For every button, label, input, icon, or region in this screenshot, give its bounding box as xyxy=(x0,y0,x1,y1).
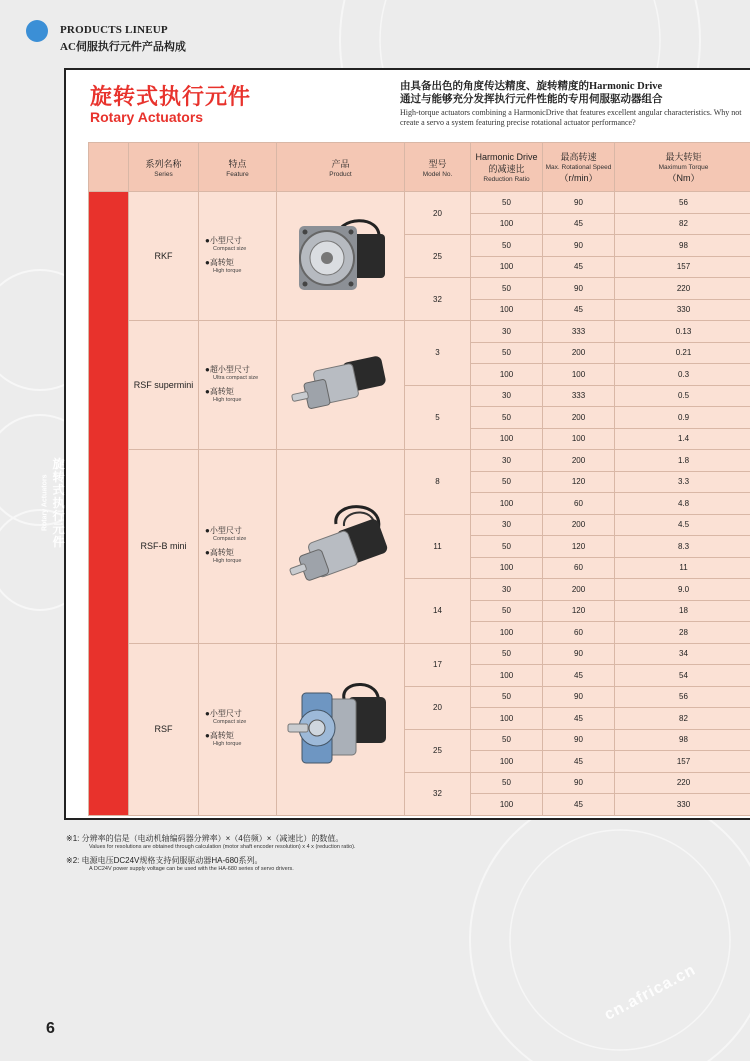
max-torque: 0.21 xyxy=(615,342,750,364)
footnote-1 xyxy=(66,834,355,852)
max-speed: 200 xyxy=(543,407,615,429)
footnote-1-en: Values for resolutions are obtained through calculation (motor shaft encoder resolution) x 4 x (reduction ratio). xyxy=(89,844,356,850)
reduction-ratio: 50 xyxy=(471,471,543,493)
max-torque: 330 xyxy=(615,794,750,816)
model-number: 5 xyxy=(405,385,471,450)
model-number: 8 xyxy=(405,450,471,515)
max-speed: 333 xyxy=(543,385,615,407)
spec-table-body xyxy=(41,192,750,816)
max-torque: 1.8 xyxy=(615,450,750,472)
max-torque: 11 xyxy=(615,557,750,579)
max-speed: 60 xyxy=(543,557,615,579)
reduction-ratio: 100 xyxy=(471,364,543,386)
max-torque: 0.13 xyxy=(615,321,750,343)
reduction-ratio: 50 xyxy=(471,278,543,300)
feature-item: ●高转矩 High torque xyxy=(205,548,242,565)
feature-item: ●小型尺寸 Compact size xyxy=(205,236,247,252)
header-model: 型号 Model No. xyxy=(405,143,471,192)
page-number: 6 xyxy=(46,1020,55,1037)
model-number: 25 xyxy=(405,729,471,772)
max-speed: 90 xyxy=(543,772,615,794)
reduction-ratio: 50 xyxy=(471,729,543,751)
footnote-2-cn: ※2: 电源电压DC24V规格支持伺服驱动器HA-680系列。 xyxy=(66,856,263,865)
max-torque: 4.5 xyxy=(615,514,750,536)
spec-table xyxy=(41,142,750,816)
model-number: 20 xyxy=(405,686,471,729)
reduction-ratio: 30 xyxy=(471,321,543,343)
header-blank xyxy=(89,143,129,192)
reduction-ratio: 50 xyxy=(471,686,543,708)
content-panel xyxy=(41,68,750,820)
header-title-cn: AC伺服执行元件产品构成 xyxy=(60,41,186,53)
reduction-ratio: 100 xyxy=(471,751,543,773)
max-torque: 1.4 xyxy=(615,428,750,450)
table-row xyxy=(89,192,750,214)
header-title-en: PRODUCTS LINEUP xyxy=(60,24,168,36)
reduction-ratio: 30 xyxy=(471,579,543,601)
panel-header xyxy=(66,70,750,142)
side-label-en: Rotary Actuators xyxy=(41,474,48,532)
reduction-ratio: 100 xyxy=(471,794,543,816)
max-speed: 120 xyxy=(543,471,615,493)
model-number: 3 xyxy=(405,321,471,386)
series-name: RSF xyxy=(129,643,199,815)
header-dot-icon xyxy=(26,20,48,42)
model-number: 32 xyxy=(405,772,471,815)
reduction-ratio: 100 xyxy=(471,299,543,321)
section-title-en: Rotary Actuators xyxy=(90,109,204,125)
series-name: RKF xyxy=(129,192,199,321)
max-speed: 120 xyxy=(543,600,615,622)
footnote-1-cn: ※1: 分辨率的信是（电动机轴编码器分辨率）×（4倍频）×（减速比）的数值。 xyxy=(66,834,344,843)
feature-item: ●小型尺寸 Compact size xyxy=(205,709,247,725)
feature-item: ●高转矩 High torque xyxy=(205,387,242,403)
max-speed: 200 xyxy=(543,450,615,472)
reduction-ratio: 30 xyxy=(471,385,543,407)
max-torque: 98 xyxy=(615,235,750,257)
reduction-ratio: 50 xyxy=(471,536,543,558)
intro-text-en: High-torque actuators combining a HarmonicDrive that features excellent angular characteristics. Why not create a servo a system featuring precise rotational actuator performance? xyxy=(400,108,742,127)
max-speed: 90 xyxy=(543,235,615,257)
max-torque: 82 xyxy=(615,213,750,235)
reduction-ratio: 100 xyxy=(471,256,543,278)
series-name: RSF supermini xyxy=(129,321,199,450)
max-torque: 28 xyxy=(615,622,750,644)
max-speed: 45 xyxy=(543,751,615,773)
reduction-ratio: 100 xyxy=(471,428,543,450)
table-row xyxy=(89,321,750,343)
footnote-2-en: A DC24V power supply voltage can be used with the HA-680 series of servo drivers. xyxy=(89,866,294,872)
reduction-ratio: 50 xyxy=(471,342,543,364)
footnote-2 xyxy=(66,856,355,874)
header-series: 系列名称 Series xyxy=(129,143,199,192)
max-speed: 100 xyxy=(543,364,615,386)
max-torque: 18 xyxy=(615,600,750,622)
product-image-rsf-b-mini xyxy=(286,496,396,596)
feature-item: ●超小型尺寸 Ultra compact size xyxy=(205,365,259,381)
max-torque: 34 xyxy=(615,643,750,665)
max-speed: 45 xyxy=(543,708,615,730)
max-speed: 45 xyxy=(543,794,615,816)
table-header-row xyxy=(89,143,750,192)
model-number: 25 xyxy=(405,235,471,278)
model-number: 14 xyxy=(405,579,471,644)
max-speed: 45 xyxy=(543,213,615,235)
reduction-ratio: 100 xyxy=(471,622,543,644)
side-category-label xyxy=(41,192,129,816)
header-speed: 最高转速 Max. Rotational Speed （r/min） xyxy=(543,143,615,192)
max-speed: 90 xyxy=(543,686,615,708)
max-torque: 330 xyxy=(615,299,750,321)
product-cell xyxy=(277,643,405,815)
max-torque: 56 xyxy=(615,192,750,214)
max-torque: 4.8 xyxy=(615,493,750,515)
max-torque: 0.5 xyxy=(615,385,750,407)
reduction-ratio: 50 xyxy=(471,235,543,257)
reduction-ratio: 30 xyxy=(471,514,543,536)
max-speed: 100 xyxy=(543,428,615,450)
product-image-rsf-supermini xyxy=(286,345,396,425)
reduction-ratio: 50 xyxy=(471,772,543,794)
max-speed: 90 xyxy=(543,729,615,751)
series-name: RSF-B mini xyxy=(129,450,199,644)
reduction-ratio: 100 xyxy=(471,213,543,235)
max-torque: 98 xyxy=(615,729,750,751)
model-number: 17 xyxy=(405,643,471,686)
max-torque: 9.0 xyxy=(615,579,750,601)
max-speed: 200 xyxy=(543,579,615,601)
intro-text-cn xyxy=(400,80,746,106)
reduction-ratio: 30 xyxy=(471,450,543,472)
model-number: 11 xyxy=(405,514,471,579)
reduction-ratio: 100 xyxy=(471,665,543,687)
max-speed: 90 xyxy=(543,643,615,665)
product-cell xyxy=(277,192,405,321)
max-speed: 200 xyxy=(543,514,615,536)
max-speed: 90 xyxy=(543,278,615,300)
reduction-ratio: 50 xyxy=(471,600,543,622)
product-cell xyxy=(277,450,405,644)
reduction-ratio: 100 xyxy=(471,493,543,515)
max-speed: 200 xyxy=(543,342,615,364)
reduction-ratio: 50 xyxy=(471,192,543,214)
max-torque: 8.3 xyxy=(615,536,750,558)
table-row xyxy=(89,450,750,472)
max-speed: 45 xyxy=(543,299,615,321)
max-torque: 220 xyxy=(615,278,750,300)
product-image-rkf xyxy=(289,208,393,304)
max-torque: 157 xyxy=(615,751,750,773)
max-speed: 45 xyxy=(543,256,615,278)
feature-item: ●高转矩 High torque xyxy=(205,731,242,747)
max-torque: 54 xyxy=(615,665,750,687)
max-torque: 56 xyxy=(615,686,750,708)
watermark: cn.africa.cn xyxy=(601,961,699,1024)
max-torque: 0.3 xyxy=(615,364,750,386)
max-torque: 82 xyxy=(615,708,750,730)
header-feature: 特点 Feature xyxy=(199,143,277,192)
max-speed: 45 xyxy=(543,665,615,687)
reduction-ratio: 100 xyxy=(471,557,543,579)
header-product: 产品 Product xyxy=(277,143,405,192)
max-speed: 120 xyxy=(543,536,615,558)
max-speed: 90 xyxy=(543,192,615,214)
product-image-rsf xyxy=(286,679,396,779)
product-cell xyxy=(277,321,405,450)
max-torque: 0.9 xyxy=(615,407,750,429)
max-speed: 333 xyxy=(543,321,615,343)
intro-line1: 由具备出色的角度传达精度、旋转精度的Harmonic Drive xyxy=(400,81,663,92)
max-torque: 3.3 xyxy=(615,471,750,493)
intro-line2: 通过与能够充分发挥执行元件性能的专用伺服驱动器组合 xyxy=(400,94,663,105)
section-title-cn: 旋转式执行元件 xyxy=(90,84,252,109)
feature-item: ●高转矩 High torque xyxy=(205,258,242,274)
reduction-ratio: 50 xyxy=(471,643,543,665)
table-row xyxy=(89,643,750,665)
side-label-cn: 旋转式执行元件 xyxy=(51,457,65,549)
feature-cell xyxy=(199,450,277,644)
reduction-ratio: 50 xyxy=(471,407,543,429)
feature-cell xyxy=(199,643,277,815)
max-torque: 157 xyxy=(615,256,750,278)
feature-cell xyxy=(199,321,277,450)
max-speed: 60 xyxy=(543,622,615,644)
max-torque: 220 xyxy=(615,772,750,794)
feature-item: ●小型尺寸 Compact size xyxy=(205,526,247,543)
max-speed: 60 xyxy=(543,493,615,515)
header-ratio: Harmonic Drive 的减速比 Reduction Ratio xyxy=(471,143,543,192)
model-number: 32 xyxy=(405,278,471,321)
reduction-ratio: 100 xyxy=(471,708,543,730)
header-torque: 最大转矩 Maximum Torque （Nm） xyxy=(615,143,750,192)
footnotes xyxy=(66,834,355,878)
model-number: 20 xyxy=(405,192,471,235)
feature-cell xyxy=(199,192,277,321)
